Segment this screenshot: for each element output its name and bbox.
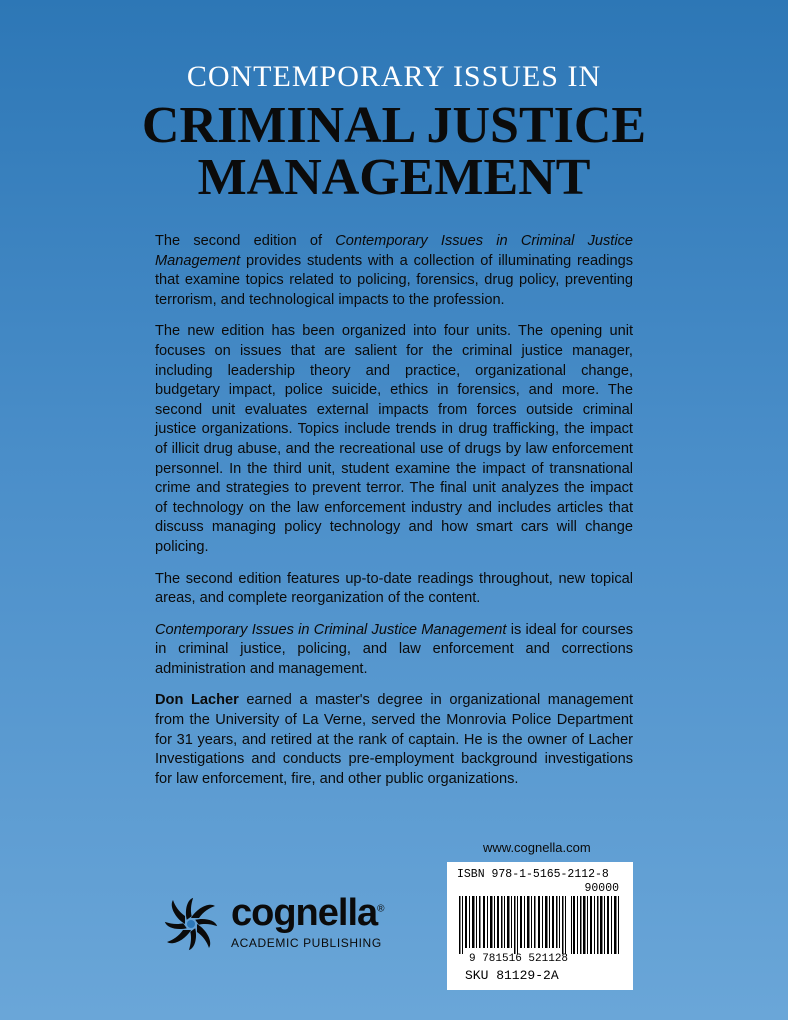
price-code: 90000 (584, 882, 619, 895)
title-line-1: CONTEMPORARY ISSUES IN (186, 60, 602, 93)
publisher-subtitle: ACADEMIC PUBLISHING (231, 936, 382, 950)
paragraph-intro (155, 232, 633, 310)
paragraph-units: The new edition has been organized into four units. The opening unit focuses on issues that are salient for the criminal justice manager, including leadership theory and practice, organizational change, budgetary impact, police suicide, ethics in forensics, and more. The second unit evaluates external impacts from forces outside criminal justice organizations. Topics include trends in drug trafficking, the impact of illicit drug abuse, and the recreational use of drugs by law enforcement personnel. In the third unit, student examine the impact of transnational crime and strategies to prevent terror. The final unit analyzes the impact of technology on the law enforcement industry and includes articles that discuss managing policy technology and how smart cars will change policing. (155, 323, 633, 555)
barcode-number: 9 781516 521128 (469, 953, 569, 965)
publisher-name-text: cognella (231, 892, 378, 934)
audience-text: is ideal for courses in criminal justice, policing, and law enforcement and corrections administration and management. (155, 621, 633, 677)
paragraph-author (155, 691, 633, 789)
sku-number: SKU 81129-2A (465, 968, 559, 983)
registered-mark: ® (377, 903, 384, 915)
barcode-bars (457, 884, 623, 954)
intro-book-title: Contemporary Issues in Criminal Justice Management (155, 233, 633, 269)
paragraph-audience (155, 621, 633, 680)
publisher-logo (155, 888, 395, 968)
author-name: Don Lacher (155, 692, 239, 709)
isbn-barcode (447, 862, 633, 990)
intro-text-start: The second edition of (155, 233, 336, 249)
cognella-flower-icon (155, 888, 227, 960)
paragraph-features: The second edition features up-to-date readings throughout, new topical areas, and complete reorganization of the content. (155, 570, 633, 607)
author-bio: earned a master's degree in organizational management from the University of La Verne, served the Monrovia Police Department for 31 years, and retired at the rank of captain. He is the owner of Lacher Investigations and conducts pre-employment background investigations for law enforcement, fire, and other public organizations. (155, 692, 633, 787)
title-line-2: CRIMINAL JUSTICE (141, 97, 647, 154)
back-cover-description (155, 232, 633, 801)
publisher-website[interactable]: www.cognella.com (483, 840, 591, 855)
isbn-number: ISBN 978-1-5165-2112-8 (457, 868, 609, 881)
audience-book-title: Contemporary Issues in Criminal Justice Management (155, 621, 507, 638)
intro-text-end: provides students with a collection of illuminating readings that examine topics related to policing, forensics, drug policy, preventing terrorism, and technological impacts to the profession. (155, 252, 633, 308)
title-line-3: MANAGEMENT (197, 149, 591, 206)
publisher-name (231, 892, 384, 935)
